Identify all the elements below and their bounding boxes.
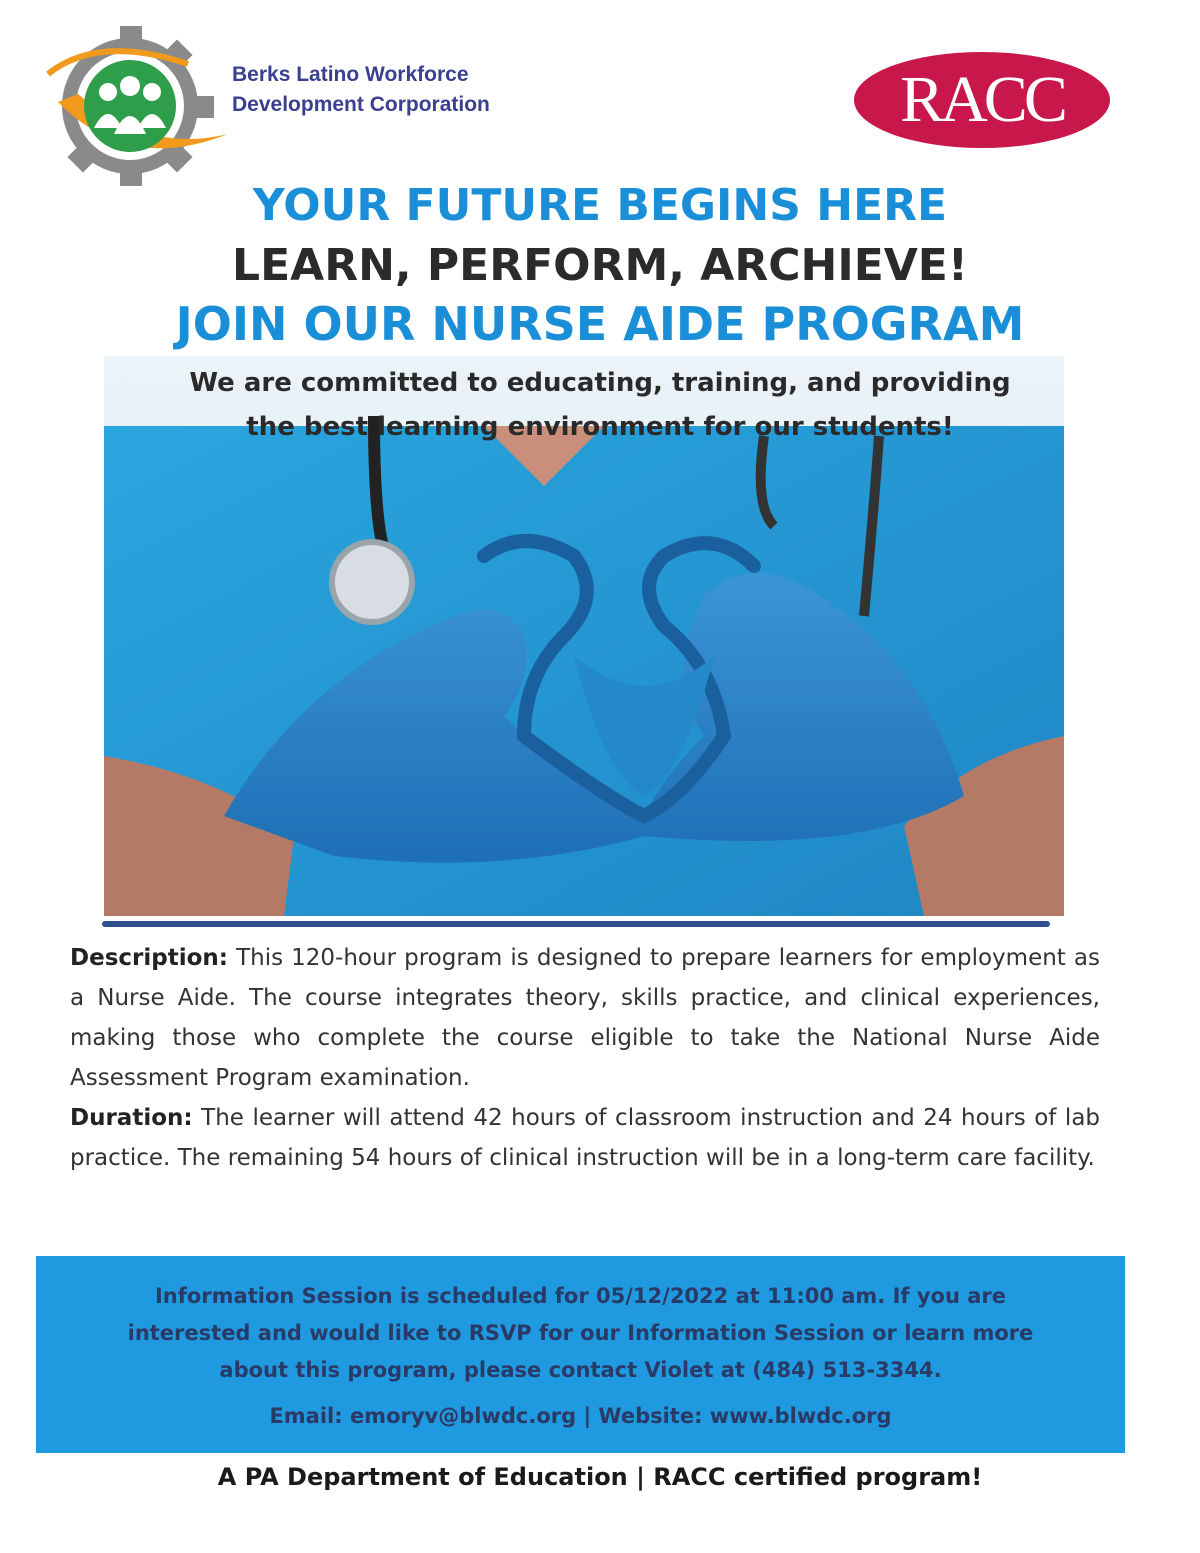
info-line1: Information Session is scheduled for 05/12/2022 at 11:00 am. If you are bbox=[154, 1284, 1007, 1308]
program-details bbox=[70, 938, 1100, 1178]
racc-logo bbox=[854, 52, 1110, 148]
certification-footer: A PA Department of Education | RACC certified program! bbox=[217, 1463, 983, 1491]
org-name-line1: Berks Latino Workforce bbox=[232, 63, 469, 86]
description-label: Description: bbox=[70, 945, 228, 971]
tagline-line1: We are committed to educating, training, and providing bbox=[189, 368, 1011, 398]
headline-learn: LEARN, PERFORM, ARCHIEVE! bbox=[232, 240, 968, 291]
info-session-box bbox=[36, 1256, 1125, 1453]
tagline-line2: the best learning environment for our students! bbox=[246, 412, 954, 442]
headline-future: YOUR FUTURE BEGINS HERE bbox=[252, 180, 948, 231]
headline-join: JOIN OUR NURSE AIDE PROGRAM bbox=[175, 297, 1025, 351]
description-paragraph bbox=[70, 938, 1100, 1098]
description-text: This 120-hour program is designed to prepare learners for employment as a Nurse Aide. The course integrates theory, skills practice, and clinical experiences, making those who complete the course eligible to take the National Nurse Aide Assessment Program examination. bbox=[70, 945, 1100, 1091]
blwdc-logo-icon bbox=[38, 24, 238, 189]
info-line2: interested and would like to RSVP for our Information Session or learn more bbox=[127, 1321, 1034, 1345]
info-line3: about this program, please contact Violet at (484) 513-3344. bbox=[219, 1358, 942, 1382]
duration-paragraph bbox=[70, 1098, 1100, 1178]
duration-text: The learner will attend 42 hours of classroom instruction and 24 hours of lab practice. The remaining 54 hours of clinical instruction will be in a long-term care facility. bbox=[70, 1105, 1101, 1171]
duration-label: Duration: bbox=[70, 1105, 193, 1131]
org-name bbox=[232, 60, 490, 120]
racc-logo-text: RACC bbox=[900, 63, 1064, 136]
divider bbox=[102, 921, 1050, 927]
contact-line: Email: emoryv@blwdc.org | Website: www.blwdc.org bbox=[269, 1404, 892, 1428]
org-name-line2: Development Corporation bbox=[232, 93, 490, 116]
